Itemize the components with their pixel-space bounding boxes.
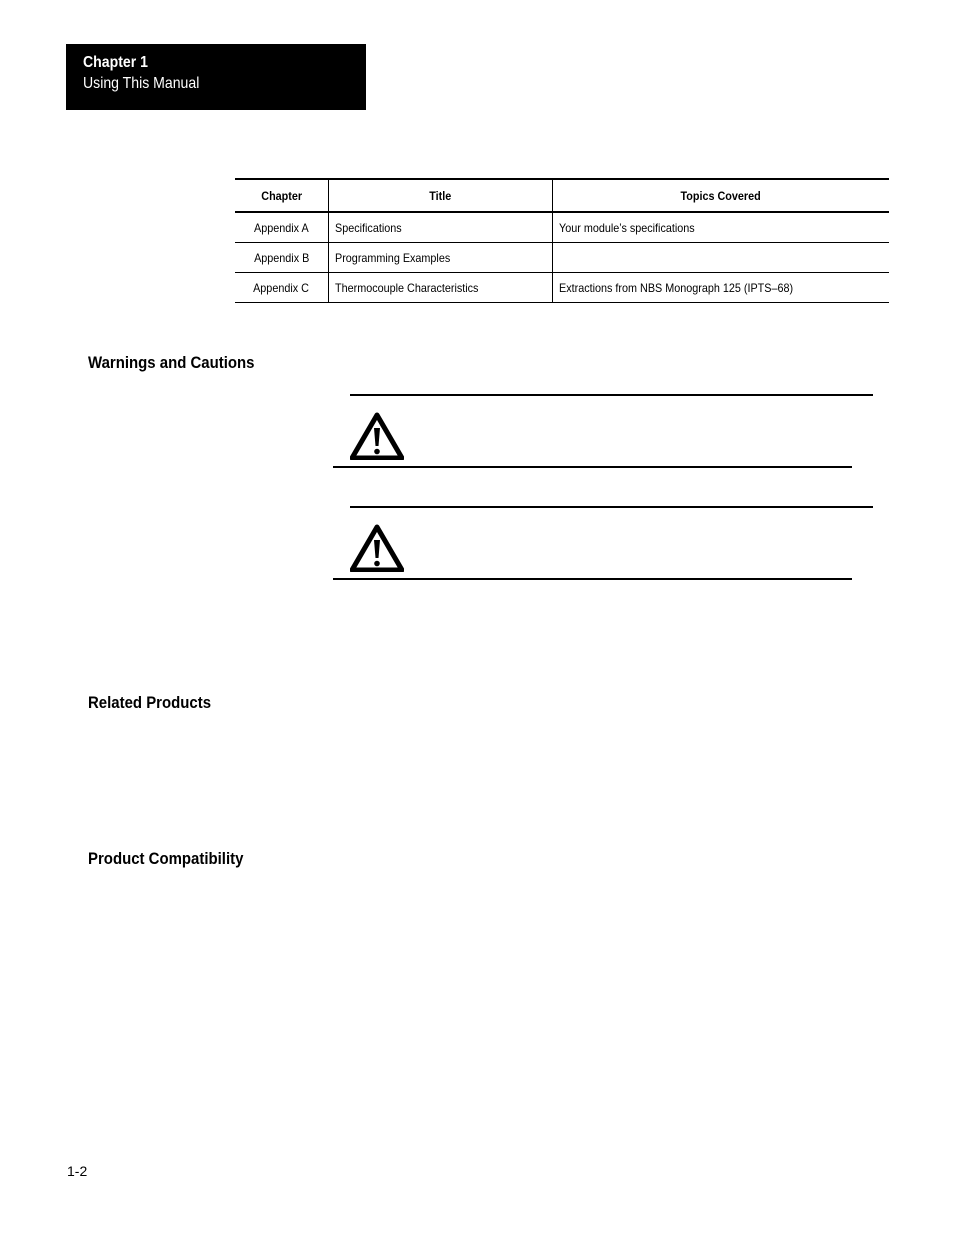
column-header-title: Title [329, 179, 553, 212]
table-header-row [235, 179, 889, 212]
table-cell: Appendix B [235, 243, 329, 273]
callout-bottom-rule [333, 466, 852, 468]
table-cell [553, 243, 890, 273]
table-cell: Your module’s specifications [553, 212, 890, 243]
warnings-heading: Warnings and Cautions [88, 353, 255, 372]
callout-bottom-rule [333, 578, 852, 580]
chapter-title: Using This Manual [83, 75, 200, 92]
attention-triangle-icon [350, 524, 404, 572]
callout-top-rule [350, 506, 873, 508]
chapter-table [235, 178, 889, 303]
product-compatibility-heading: Product Compatibility [88, 849, 244, 868]
table-cell: Programming Examples [329, 243, 553, 273]
table-cell: Appendix C [235, 273, 329, 303]
chapter-number: Chapter 1 [83, 54, 148, 71]
chapter-header [66, 44, 366, 110]
table-cell: Specifications [329, 212, 553, 243]
callout-top-rule [350, 394, 873, 396]
related-products-heading: Related Products [88, 693, 212, 712]
table-row [235, 243, 889, 273]
caution-callout [333, 506, 873, 580]
table-cell: Extractions from NBS Monograph 125 (IPTS–68) [553, 273, 890, 303]
attention-triangle-icon [350, 412, 404, 460]
page-number: 1-2 [67, 1163, 88, 1179]
column-header-chapter: Chapter [235, 179, 329, 212]
table-row [235, 273, 889, 303]
column-header-topics: Topics Covered [553, 179, 890, 212]
table-cell: Thermocouple Characteristics [329, 273, 553, 303]
table-row [235, 212, 889, 243]
table-cell: Appendix A [235, 212, 329, 243]
warning-callout [333, 394, 873, 468]
